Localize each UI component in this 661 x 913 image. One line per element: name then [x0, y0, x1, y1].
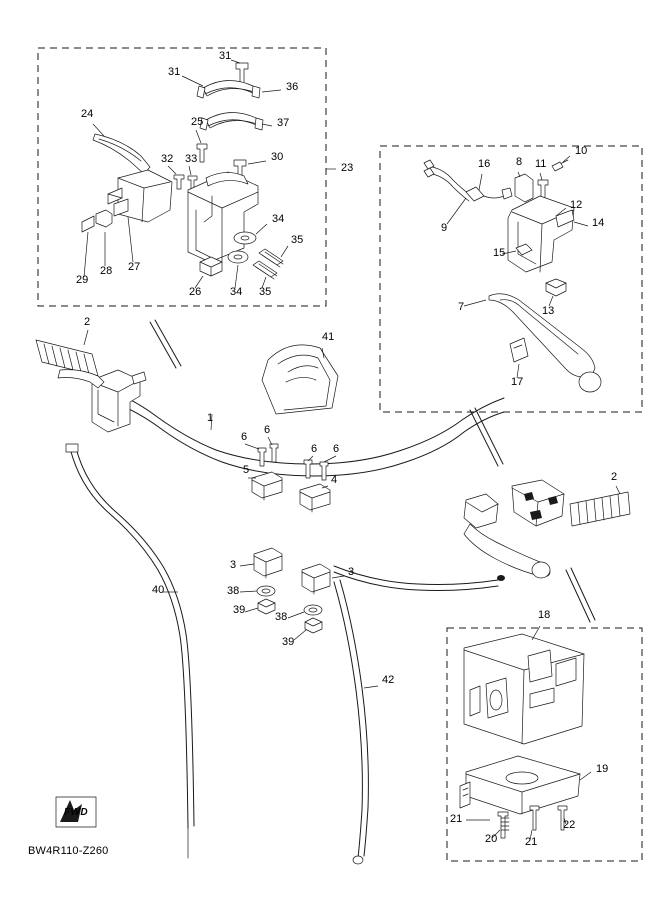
callout-12: 12: [570, 199, 583, 211]
callout-23: 23: [341, 162, 354, 174]
callout-29: 29: [76, 274, 89, 286]
callout-30: 30: [271, 151, 284, 163]
callout-28: 28: [100, 265, 113, 277]
callout-13: 13: [542, 305, 555, 317]
callout-6c: 6: [311, 443, 318, 455]
callout-4: 4: [331, 474, 338, 486]
callout-37: 37: [277, 117, 290, 129]
callout-21a: 21: [450, 813, 463, 825]
callout-21b: 21: [525, 836, 538, 848]
callout-10: 10: [575, 145, 588, 157]
callout-3a: 3: [230, 559, 237, 571]
callout-31a: 31: [219, 50, 232, 62]
callout-34a: 34: [272, 213, 285, 225]
callout-40: 40: [152, 584, 165, 596]
callout-39b: 39: [282, 636, 295, 648]
callout-39a: 39: [233, 604, 246, 616]
callout-9: 9: [441, 222, 448, 234]
callout-26: 26: [189, 286, 202, 298]
callout-2b: 2: [611, 471, 618, 483]
callout-18: 18: [538, 609, 551, 621]
part-code-label: BW4R110-Z260: [28, 845, 109, 857]
callout-15: 15: [493, 247, 506, 259]
callout-33: 33: [185, 153, 198, 165]
callout-3b: 3: [348, 566, 355, 578]
callout-2a: 2: [84, 316, 91, 328]
callout-24: 24: [81, 108, 94, 120]
callout-41: 41: [322, 331, 335, 343]
callout-6b: 6: [264, 424, 271, 436]
fwd-direction-marker: [56, 797, 96, 827]
callout-19: 19: [596, 763, 609, 775]
callout-38a: 38: [227, 585, 240, 597]
callout-34b: 34: [230, 286, 243, 298]
callout-1: 1: [207, 412, 214, 424]
callout-20: 20: [485, 833, 498, 845]
callout-17: 17: [511, 376, 524, 388]
callout-42: 42: [382, 674, 395, 686]
callout-35b: 35: [259, 286, 272, 298]
callout-27: 27: [128, 261, 141, 273]
callout-36: 36: [286, 81, 299, 93]
callout-38b: 38: [275, 611, 288, 623]
callout-25: 25: [191, 116, 204, 128]
callout-35a: 35: [291, 234, 304, 246]
callout-6a: 6: [241, 431, 248, 443]
fwd-label: FWD: [63, 806, 89, 818]
callout-32: 32: [161, 153, 174, 165]
callout-5: 5: [243, 464, 250, 476]
callout-16: 16: [478, 158, 491, 170]
callout-22: 22: [563, 819, 576, 831]
callout-8: 8: [516, 156, 523, 168]
callout-14: 14: [592, 217, 605, 229]
callout-6d: 6: [333, 443, 340, 455]
callout-11: 11: [535, 158, 547, 170]
callout-7: 7: [458, 301, 465, 313]
callout-31b: 31: [168, 66, 181, 78]
